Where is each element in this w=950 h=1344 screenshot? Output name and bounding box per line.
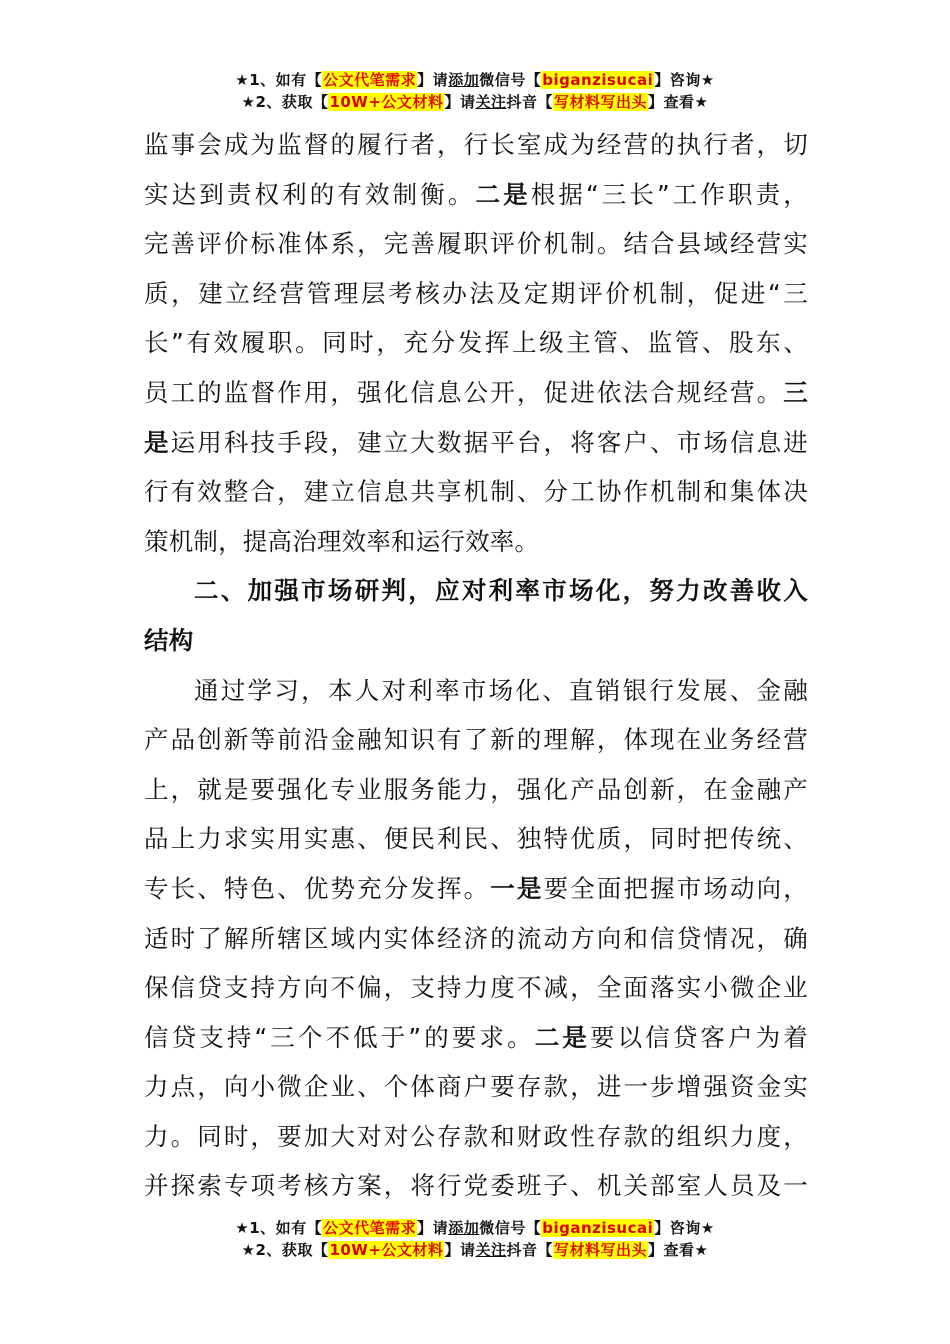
document-body	[144, 120, 808, 1211]
highlight-materials: 10W+公文材料	[329, 93, 444, 111]
banner-line-1: ★1、如有【公文代笔需求】请添加微信号【biganzisucai】咨询★	[235, 71, 715, 89]
text-line: 品上力求实用实惠、便民利民、独特优质，同时把传统、	[144, 824, 808, 854]
text-line: 适时了解所辖区域内实体经济的流动方向和信贷情况，确	[144, 923, 808, 953]
text-line: 行有效整合，建立信息共享机制、分工协作机制和集体决	[144, 477, 808, 507]
text-line: 质，建立经营管理层考核办法及定期评价机制，促进“三	[144, 278, 808, 308]
text-line: 策机制，提高治理效率和运行效率。	[144, 526, 540, 556]
highlight-materials: 10W+公文材料	[329, 1241, 444, 1259]
bold-ordinal: 是	[144, 427, 171, 457]
highlight-wechat-id: biganzisucai	[542, 1219, 654, 1237]
highlight-wechat-id: biganzisucai	[542, 71, 654, 89]
bottom-banner	[0, 1217, 950, 1261]
bold-ordinal: 三	[783, 377, 808, 407]
text-line: 保信贷支持方向不偏，支持力度不减，全面落实小微企业	[144, 973, 808, 1003]
top-banner	[0, 69, 950, 113]
highlight-douyin: 写材料写出头	[553, 93, 647, 111]
text-line: 是运用科技手段，建立大数据平台，将客户、市场信息进	[144, 427, 808, 457]
text-line: 完善评价标准体系，完善履职评价机制。结合县域经营实	[144, 229, 808, 259]
banner-line-1: ★1、如有【公文代笔需求】请添加微信号【biganzisucai】咨询★	[235, 1219, 715, 1237]
text-line: 专长、特色、优势充分发挥。一是要全面把握市场动向，	[144, 873, 808, 903]
text-line: 力点，向小微企业、个体商户要存款，进一步增强资金实	[144, 1072, 808, 1102]
section-heading-cont: 结构	[144, 625, 194, 655]
text-line: 通过学习，本人对利率市场化、直销银行发展、金融	[194, 675, 808, 705]
section-heading: 二、加强市场研判，应对利率市场化，努力改善收入	[194, 576, 808, 606]
text-line: 实达到责权利的有效制衡。二是根据“三长”工作职责，	[144, 179, 808, 209]
text-line: 并探索专项考核方案，将行党委班子、机关部室人员及一	[144, 1171, 808, 1201]
text-line: 上，就是要强化专业服务能力，强化产品创新，在金融产	[144, 774, 808, 804]
text-line: 信贷支持“三个不低于”的要求。二是要以信贷客户为着	[144, 1022, 808, 1052]
text-line: 监事会成为监督的履行者，行长室成为经营的执行者，切	[144, 130, 808, 159]
text-line: 产品创新等前沿金融知识有了新的理解，体现在业务经营	[144, 725, 808, 755]
highlight-douyin: 写材料写出头	[553, 1241, 647, 1259]
highlight-service: 公文代笔需求	[323, 71, 417, 89]
banner-line-2: ★2、获取【10W+公文材料】请关注抖音【写材料写出头】查看★	[241, 1241, 709, 1259]
bold-ordinal: 二是	[475, 179, 531, 209]
banner-line-2: ★2、获取【10W+公文材料】请关注抖音【写材料写出头】查看★	[241, 93, 709, 111]
highlight-service: 公文代笔需求	[323, 1219, 417, 1237]
text-line: 力。同时，要加大对对公存款和财政性存款的组织力度，	[144, 1121, 808, 1151]
bold-ordinal: 二是	[534, 1022, 590, 1052]
text-line: 员工的监督作用，强化信息公开，促进依法合规经营。三	[144, 377, 808, 407]
text-line: 长”有效履职。同时，充分发挥上级主管、监管、股东、	[144, 328, 808, 358]
bold-ordinal: 一是	[490, 873, 544, 903]
